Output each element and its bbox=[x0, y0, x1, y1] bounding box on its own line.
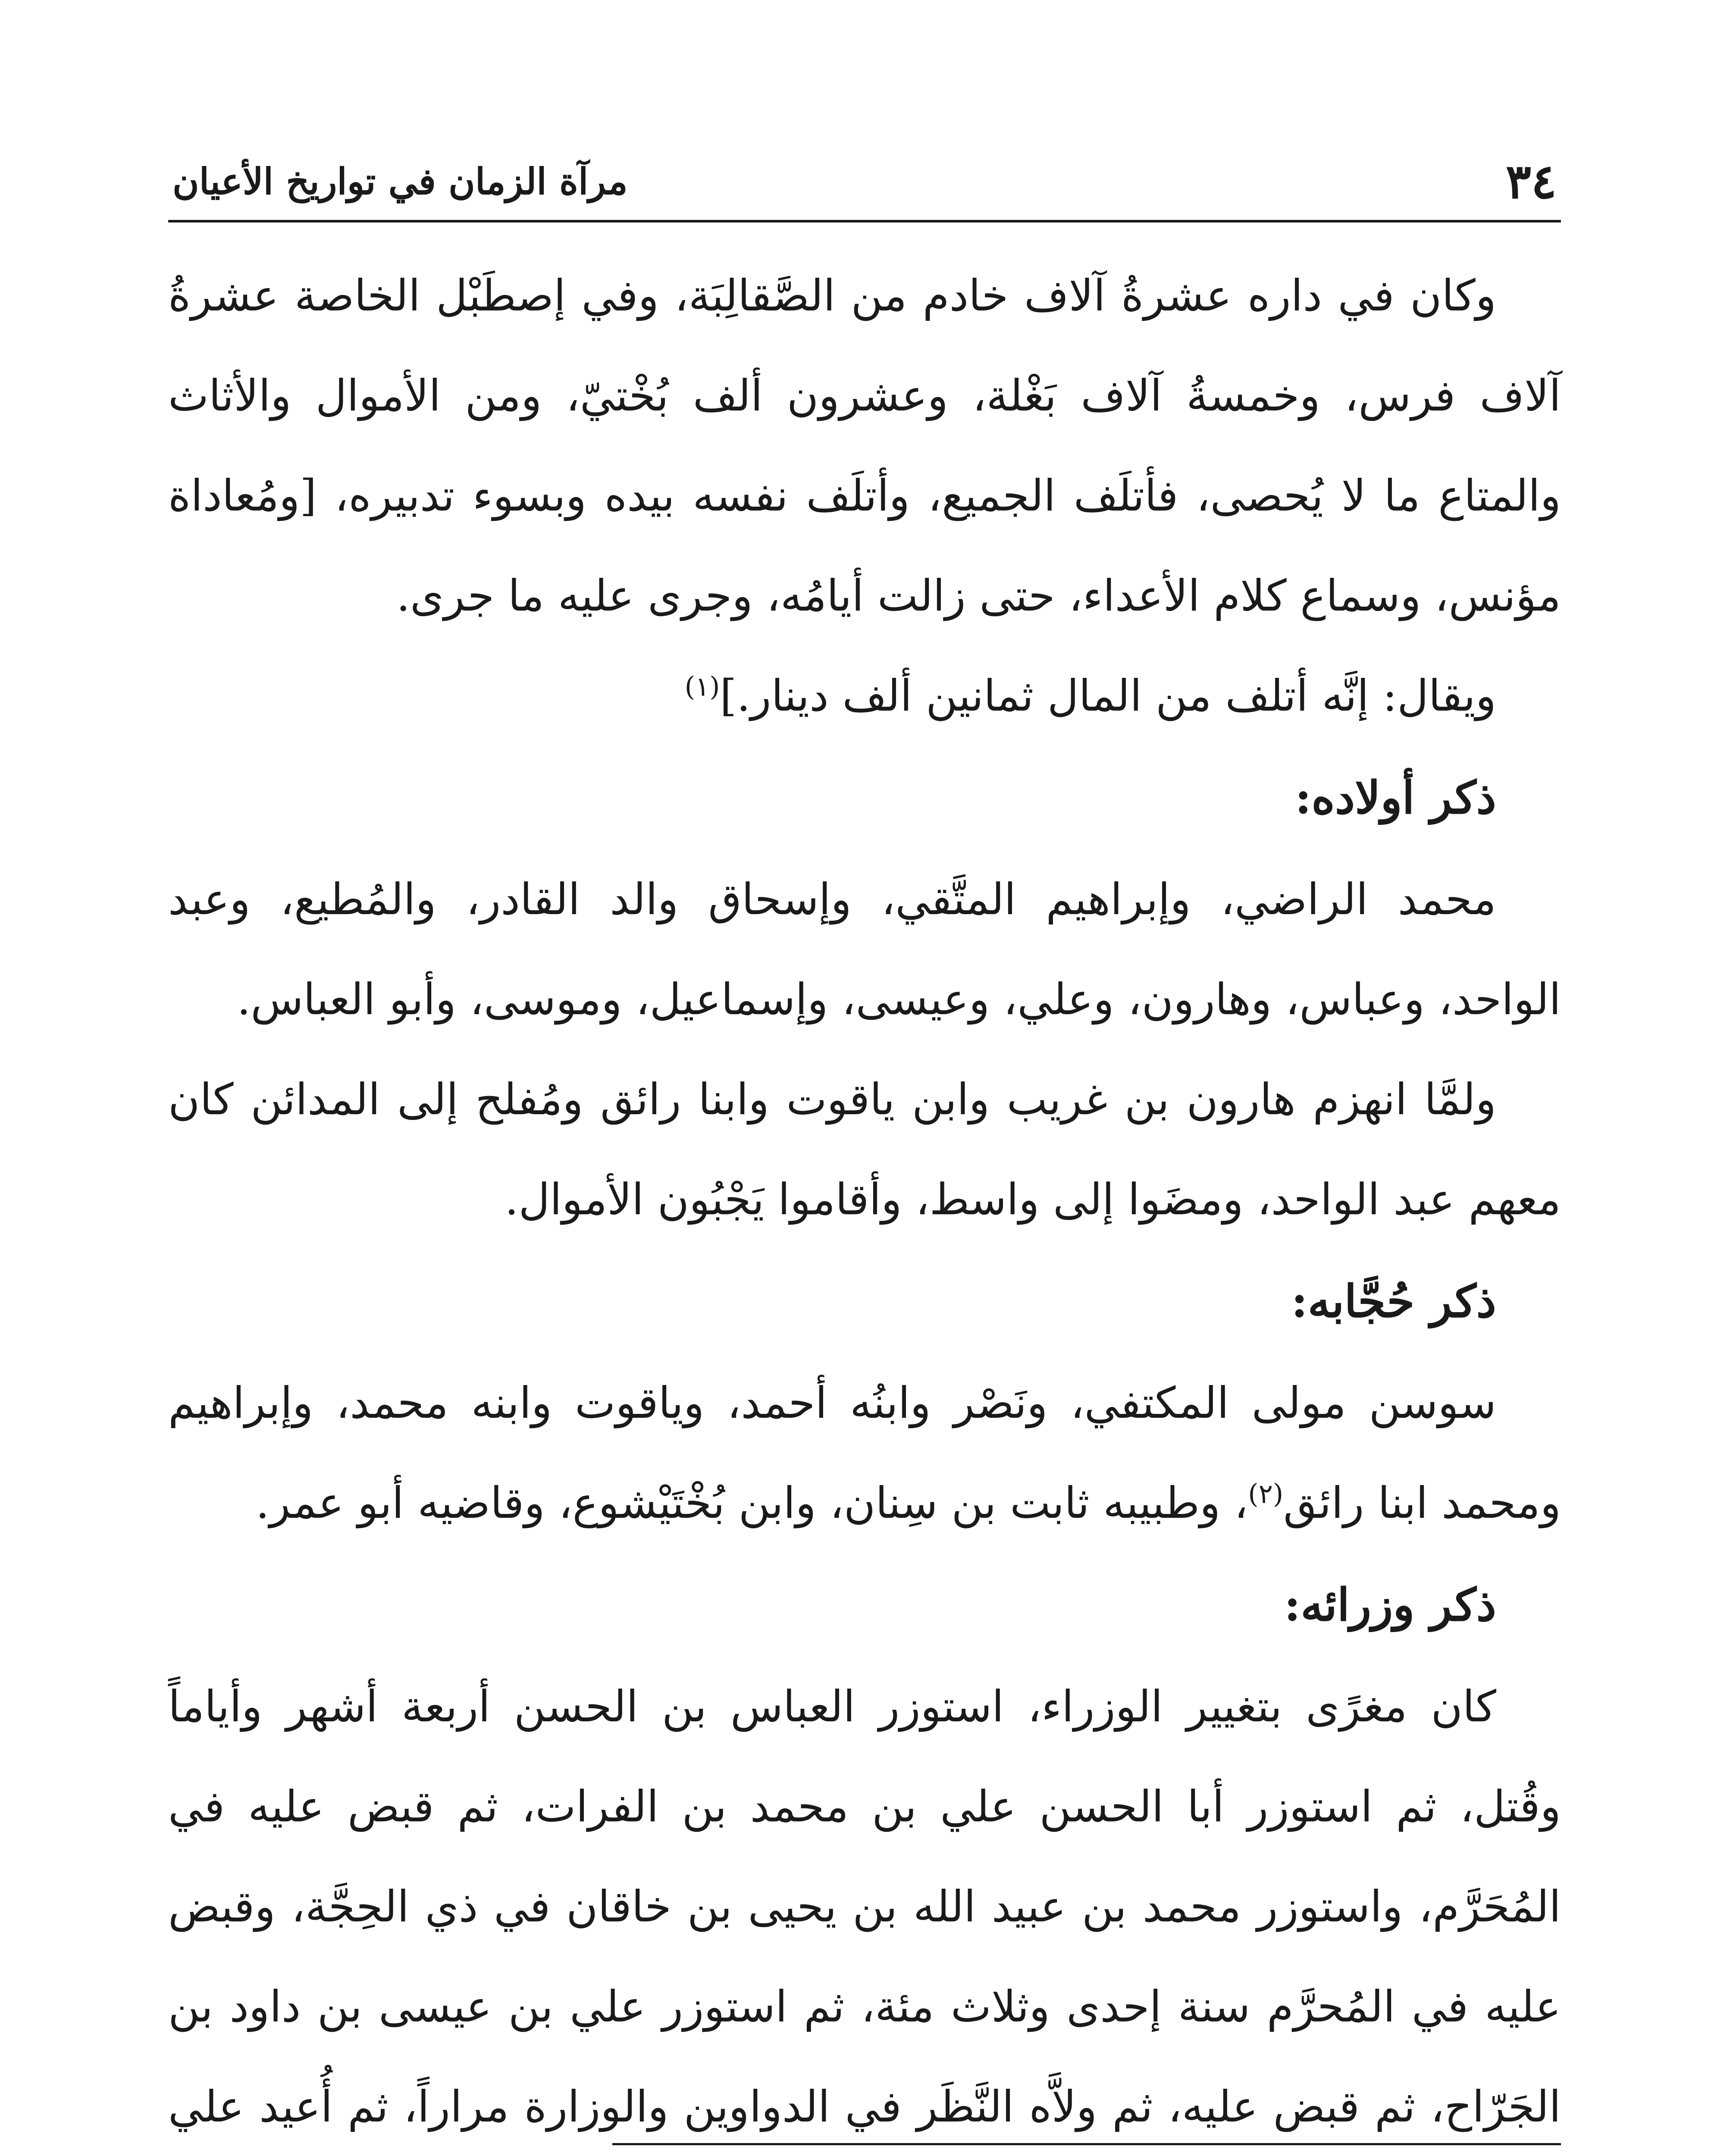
section-heading-chamberlains: ذكر حُجَّابه: bbox=[1291, 1275, 1496, 1328]
paragraph-viziers: كان مغرًى بتغيير الوزراء، استوزر العباس بن الحسن أربعة أشهر وأياماً وقُتل، ثم استوزر أبا الحسن علي بن محمد بن الفرات، ثم قبض عليه في المُحَرَّم، واستوزر محمد بن عبيد الله بن يحيى بن خاقان في ذي الحِجَّة، وقبض عليه في المُحرَّم سنة إحدى وثلاث مئة، ثم استوزر علي بن عيسى بن داود بن الجَرّاح، ثم قبض عليه، ثم ولاَّه النَّظَر في الدواوين والوزارة مراراً، ثم أُعيد علي bbox=[168, 1681, 1561, 2132]
footnote-ref-1[interactable]: (١) bbox=[684, 671, 720, 702]
paragraph-dinars-text: ويقال: إنَّه أتلف من المال ثمانين ألف دينار.] bbox=[720, 671, 1496, 721]
section-heading-children: ذكر أولاده: bbox=[1294, 771, 1496, 824]
paragraph-dinars bbox=[168, 646, 1561, 746]
section-heading-viziers: ذكر وزرائه: bbox=[1284, 1578, 1496, 1631]
main-text bbox=[168, 246, 1561, 2156]
running-title: مرآة الزمان في تواريخ الأعيان bbox=[172, 160, 628, 203]
paragraph-chamberlains bbox=[168, 1353, 1561, 1553]
running-header bbox=[168, 142, 1561, 222]
paragraph-chamberlains-text-a: سوسن مولى المكتفي، ونَصْر وابنُه أحمد، وياقوت وابنه محمد، وإبراهيم ومحمد ابنا رائق bbox=[168, 1378, 1561, 1528]
book-page bbox=[168, 142, 1561, 2156]
paragraph-abd-al-wahid: ولمَّا انهزم هارون بن غريب وابن ياقوت وابنا رائق ومُفلح إلى المدائن كان معهم عبد الواحد، ومضَوا إلى واسط، وأقاموا يَجْبُون الأموال. bbox=[168, 1074, 1561, 1225]
page-number: ٣٤ bbox=[1505, 153, 1557, 209]
paragraph-children-list: محمد الراضي، وإبراهيم المتَّقي، وإسحاق والد القادر، والمُطيع، وعبد الواحد، وعباس، وهارون، وعلي، وعيسى، وإسماعيل، وموسى، وأبو العباس. bbox=[168, 874, 1561, 1025]
paragraph-chamberlains-text-b: ، وطبيبه ثابت بن سِنان، وابن بُخْتَيْشوع، وقاضيه أبو عمر. bbox=[256, 1478, 1248, 1528]
paragraph-wealth: وكان في داره عشرةُ آلاف خادم من الصَّقالِبَة، وفي إصطَبْل الخاصة عشرةُ آلاف فرس، وخمسةُ آلاف بَغْلة، وعشرون ألف بُخْتيّ، ومن الأموال والأثاث والمتاع ما لا يُحصى، فأتلَف الجميع، وأتلَف نفسه بيده وبسوء تدبيره، [ومُعاداة مؤنس، وسماع كلام الأعداء، حتى زالت أيامُه، وجرى عليه ما جرى. bbox=[168, 270, 1561, 621]
footnote-ref-2[interactable]: (٢) bbox=[1248, 1478, 1284, 1510]
footnote-separator bbox=[612, 2143, 1561, 2145]
